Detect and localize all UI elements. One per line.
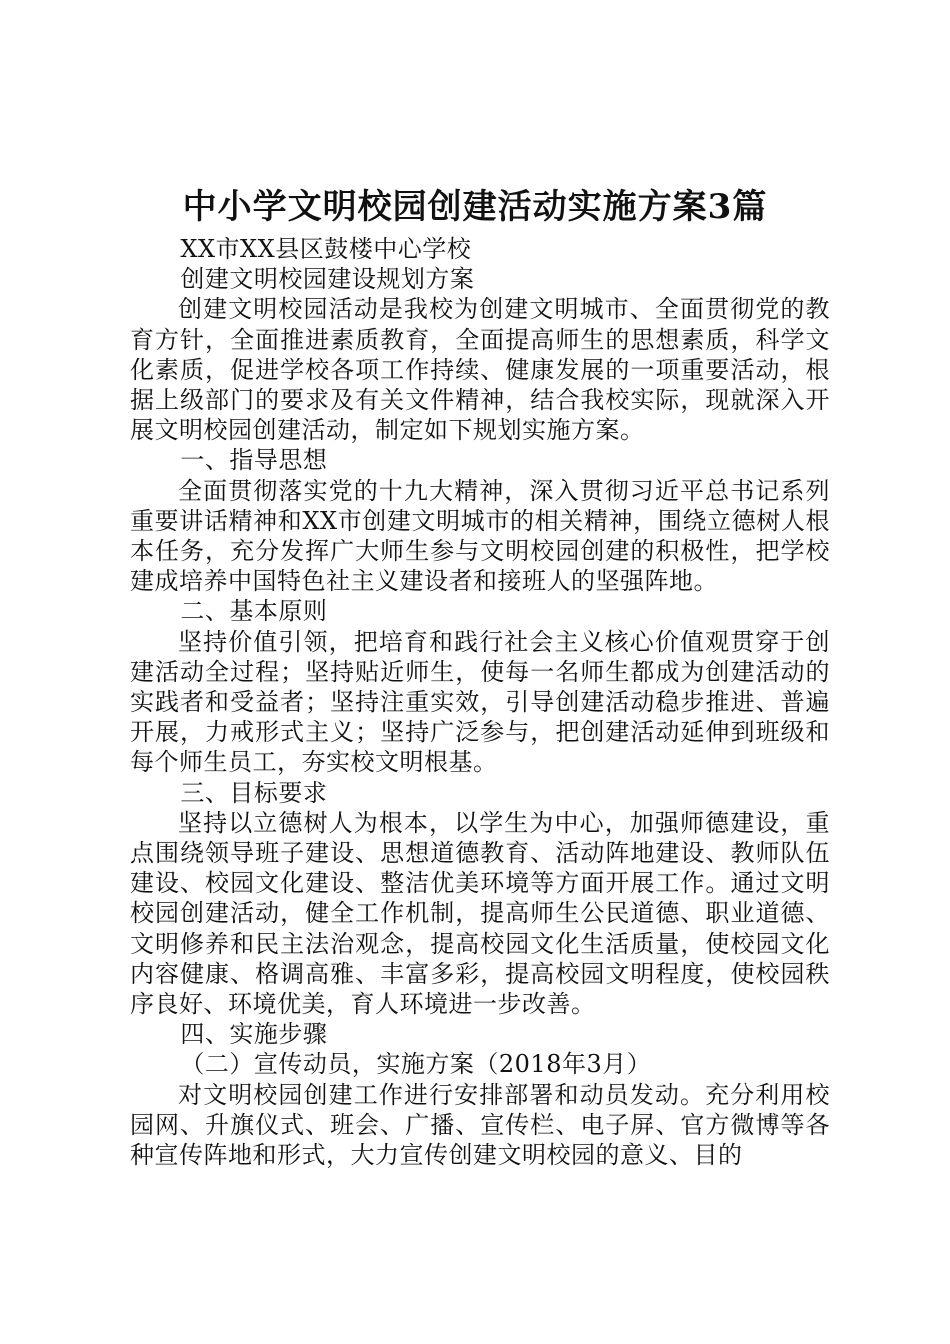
section-heading-implementation-steps: 四、实施步骤	[180, 1020, 328, 1049]
document-body	[130, 234, 830, 1170]
section-heading-basic-principles: 二、基本原则	[180, 597, 328, 626]
document-title: 中小学文明校园创建活动实施方案3篇	[182, 187, 768, 227]
section-heading-goals: 三、目标要求	[180, 778, 328, 807]
intro-paragraph: 创建文明校园活动是我校为创建文明城市、全面贯彻党的教育方针，全面推进素质教育，全面提高师生的思想素质，科学文化素质，促进学校各项工作持续、健康发展的一项重要活动，根据上级部门的要求及有关文件精神，结合我校实际，现就深入开展文明校园创建活动，制定如下规划实施方案。	[130, 295, 830, 445]
school-name-line: XX市XX县区鼓楼中心学校	[180, 235, 472, 263]
plan-subtitle-line: 创建文明校园建设规划方案	[180, 265, 475, 294]
publicity-paragraph: 对文明校园创建工作进行安排部署和动员发动。充分利用校园网、升旗仪式、班会、广播、宣传栏、电子屏、官方微博等各种宣传阵地和形式，大力宣传创建文明校园的意义、目的	[130, 1080, 830, 1170]
section-heading-guiding-ideology: 一、指导思想	[180, 446, 328, 475]
goals-paragraph: 坚持以立德树人为根本，以学生为中心，加强师德建设，重点围绕领导班子建设、思想道德教育、活动阵地建设、教师队伍建设、校园文化建设、整洁优美环境等方面开展工作。通过文明校园创建活动，健全工作机制，提高师生公民道德、职业道德、文明修养和民主法治观念，提高校园文化生活质量，使校园文化内容健康、格调高雅、丰富多彩，提高校园文明程度，使校园秩序良好、环境优美，育人环境进一步改善。	[130, 808, 830, 1019]
basic-principles-paragraph: 坚持价值引领，把培育和践行社会主义核心价值观贯穿于创建活动全过程；坚持贴近师生，使每一名师生都成为创建活动的实践者和受益者；坚持注重实效，引导创建活动稳步推进、普遍开展，力戒形式主义；坚持广泛参与，把创建活动延伸到班级和每个师生员工，夯实校文明根基。	[130, 627, 830, 777]
subsection-heading-publicity: （二）宣传动员，实施方案（2018年3月）	[180, 1050, 652, 1079]
guiding-ideology-paragraph: 全面贯彻落实党的十九大精神，深入贯彻习近平总书记系列重要讲话精神和XX市创建文明城市的相关精神，围绕立德树人根本任务，充分发挥广大师生参与文明校园创建的积极性，把学校建成培养中国特色社主义建设者和接班人的坚强阵地。	[130, 476, 830, 596]
